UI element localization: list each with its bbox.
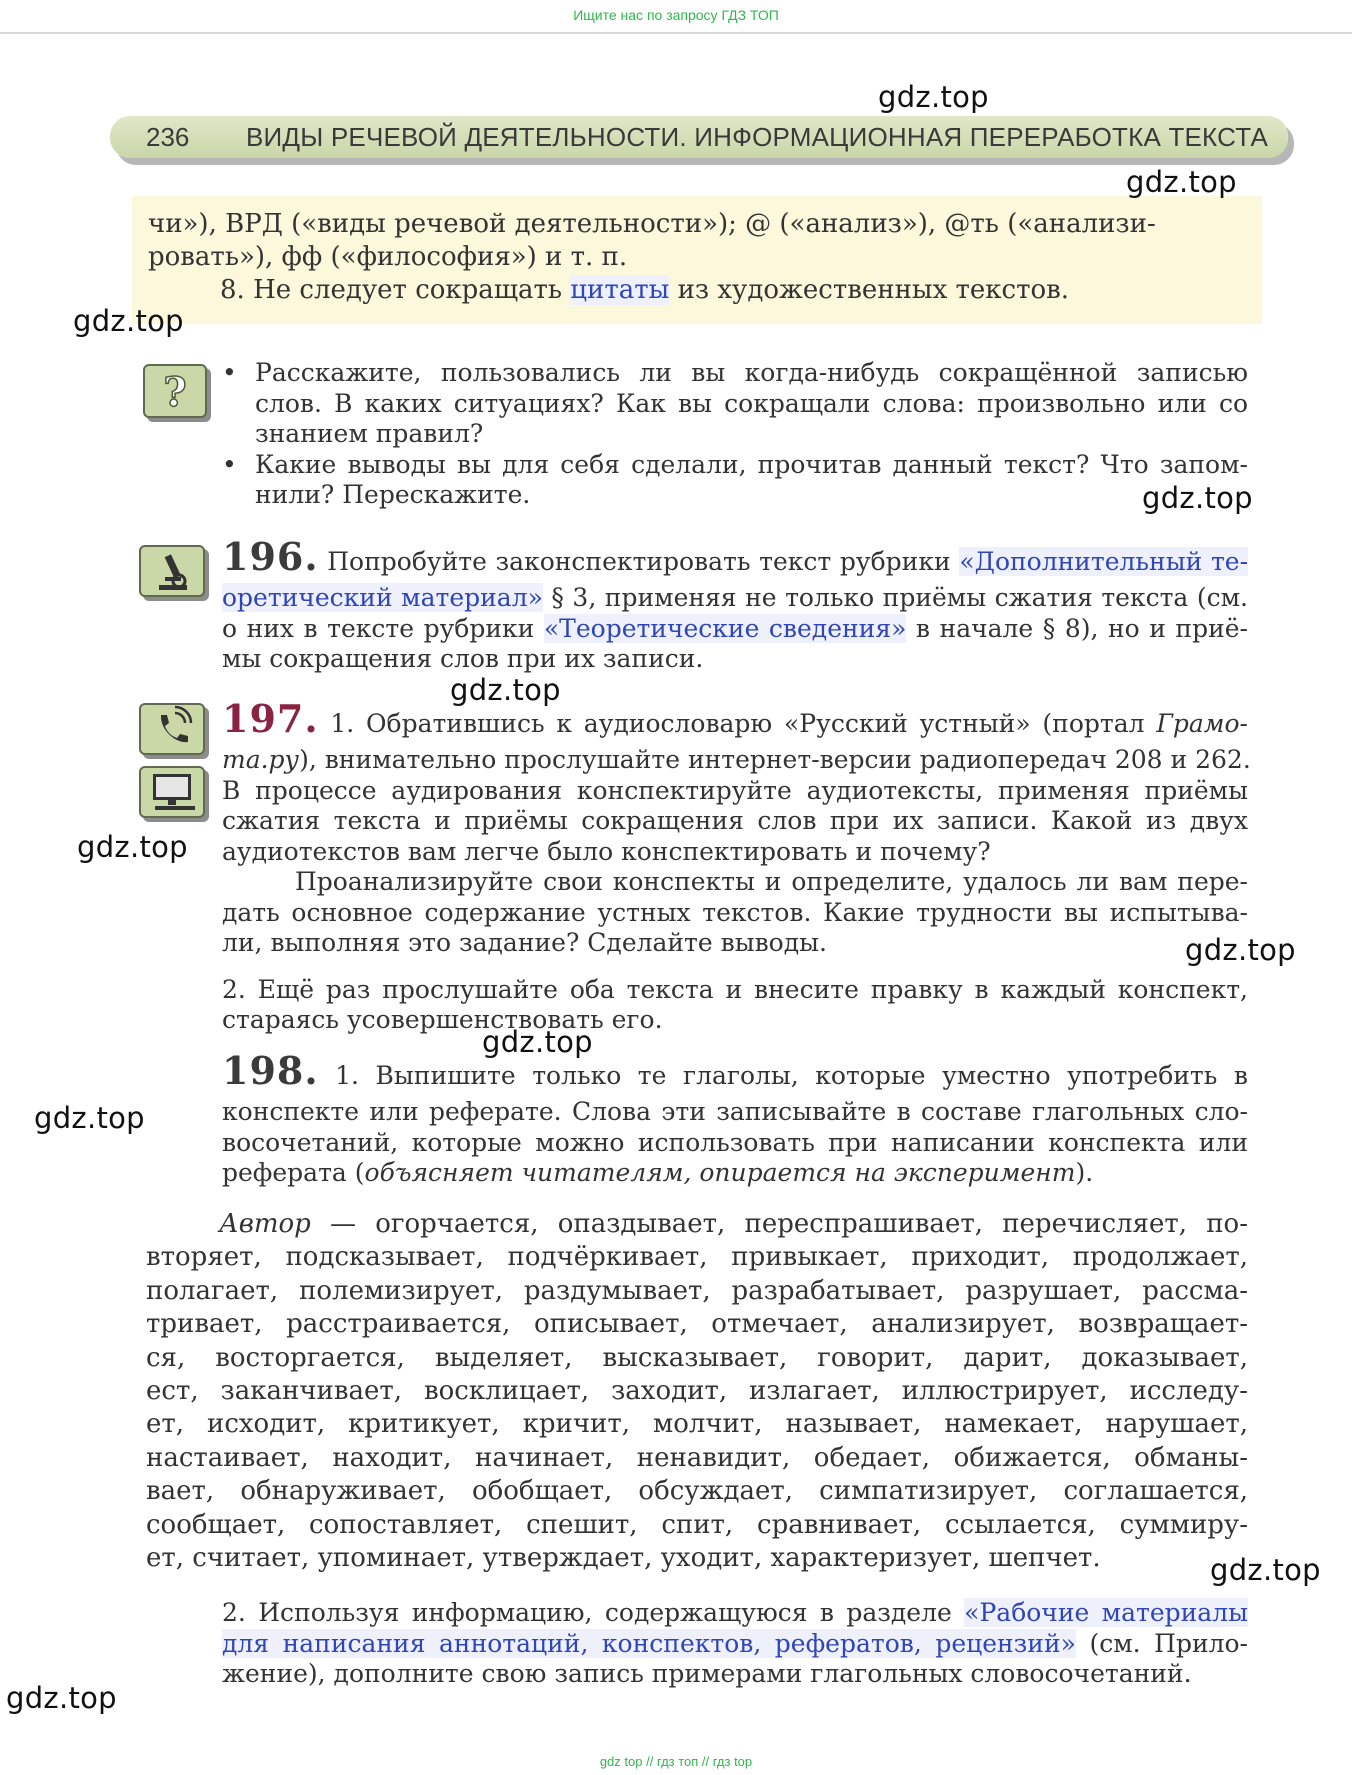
exercise-number: 197.: [222, 696, 319, 741]
bullet-icon: •: [222, 358, 237, 387]
watermark: gdz.top: [878, 80, 989, 114]
exercise-198-part-2: 2. Используя информацию, содержащуюся в разделе «Рабочие материалы для написания аннотаций, конспектов, рефератов, рецензий» (см. Прило- жение), дополните свою запись примерами глагольных словосочетаний.: [222, 1598, 1249, 1688]
page-header: [110, 116, 1288, 158]
watermark: gdz.top: [450, 673, 561, 707]
chapter-title: ВИДЫ РЕЧЕВОЙ ДЕЯТЕЛЬНОСТИ. ИНФОРМАЦИОННАЯ ПЕРЕРАБОТКА ТЕКСТА: [246, 121, 1268, 152]
exercise-196: 196. Попробуйте законспектировать текст рубрики «Дополнительный те- оретический материал» § 3, применяя не только приёмы сжатия текста (см. о них в тексте рубрики «Теоретические сведения» в начале § 8), но и приё- мы сокращения слов при их записи.: [222, 534, 1249, 673]
watermark: gdz.top: [73, 304, 184, 338]
watermark: gdz.top: [482, 1025, 593, 1059]
rule-line: ровать»), фф («философия») и т. п.: [148, 242, 628, 272]
exercise-197: 197. 1. Обратившись к аудиословарю «Русский устный» (портал Грамо- та.ру), внимательно прослушайте интернет-версии радиопередач 208 и 262. В процессе аудирования конспектируйте аудиотексты, применяя приёмы сжатия текста и приёмы сокращения слов при их записи. Какой из двух аудиотекстов вам легче было конспектировать и почему? Проанализируйте свои конспекты и определите, удалось ли вам пере- дать основное содержание устных текстов. Какие трудности вы испытыва- ли, выполняя это задание? Сделайте выводы. 2. Ещё раз прослушайте оба текста и внесите правку в каждый конспект, стараясь усовершенствовать его.: [222, 696, 1251, 1034]
question-item: • Какие выводы вы для себя сделали, прочитав данный текст? Что запом- нили? Перескажите.: [222, 449, 1248, 509]
verb-list: Автор — огорчается, опаздывает, переспрашивает, перечисляет, по- вторяет, подсказывает, подчёркивает, привыкает, приходит, продолжает, полагает, полемизирует, раздумывает, разрабатывает, разрушает, рассма- тривает, расстраивается, описывает, отмечает, анализирует, возвращает- ся, восторгается, выделяет, высказывает, говорит, дарит, доказывает, ест, заканчивает, восклицает, заходит, излагает, иллюстрирует, исследу- ет, исходит, критикует, кричит, молчит, называет, намекает, нарушает, настаивает, находит, начинает, ненавидит, обедает, обижается, обманы- вает, обнаруживает, обобщает, обсуждает, симпатизирует, соглашается, сообщает, сопоставляет, спешит, спит, сравнивает, ссылается, суммиру- ет, считает, упоминает, утверждает, уходит, характеризует, шепчет.: [146, 1209, 1248, 1574]
microscope-icon: [139, 545, 205, 597]
banner-text: Ищите нас по запросу ГДЗ ТОП: [573, 7, 779, 23]
citations-link[interactable]: цитаты: [570, 275, 670, 305]
watermark: gdz.top: [1185, 933, 1296, 967]
rule-box: [132, 196, 1262, 324]
watermark: gdz.top: [77, 830, 188, 864]
phone-audio-icon: [139, 703, 205, 755]
rule-line: чи»), ВРД («виды речевой деятельности»); @ («анализ»), @ть («анализи-: [148, 209, 1156, 239]
additional-theory-link[interactable]: «Дополнительный те-: [959, 547, 1249, 576]
top-banner: [0, 0, 1352, 34]
working-materials-link[interactable]: «Рабочие материалы: [964, 1598, 1248, 1627]
questions-block: [222, 358, 1248, 511]
watermark: gdz.top: [1126, 165, 1237, 199]
watermark: gdz.top: [6, 1681, 117, 1715]
page-footer: [0, 1754, 1352, 1769]
exercise-number: 196.: [222, 534, 319, 579]
watermark: gdz.top: [1210, 1553, 1321, 1587]
theory-info-link[interactable]: «Теоретические сведения»: [543, 613, 907, 643]
exercise-number: 198.: [222, 1048, 319, 1093]
page-number: 236: [146, 121, 190, 152]
question-icon: [143, 364, 207, 418]
watermark: gdz.top: [34, 1101, 145, 1135]
watermark: gdz.top: [1142, 481, 1253, 515]
svg-text:?: ?: [163, 369, 187, 416]
working-materials-link[interactable]: для написания аннотаций, конспектов, рефератов, рецензий»: [222, 1628, 1076, 1658]
exercise-198: 198. 1. Выпишите только те глаголы, которые уместно употребить в конспекте или реферате. Слова эти записывайте в составе глагольных сло- восочетаний, которые можно использовать при написании конспекта или реферата (объясняет читателям, опирается на эксперимент).: [222, 1048, 1248, 1187]
computer-icon: [139, 766, 205, 818]
footer-text: gdz top // гдз топ // гдз top: [599, 1754, 753, 1769]
additional-theory-link[interactable]: оретический материал»: [222, 583, 543, 612]
bullet-icon: •: [222, 449, 237, 479]
rule-line: 8. Не следует сокращать цитаты из художественных текстов.: [220, 275, 1070, 305]
question-item: • Расскажите, пользовались ли вы когда-нибудь сокращённой записью слов. В каких ситуациях? Как вы сокращали слова: произвольно или со знанием правил?: [222, 358, 1248, 448]
